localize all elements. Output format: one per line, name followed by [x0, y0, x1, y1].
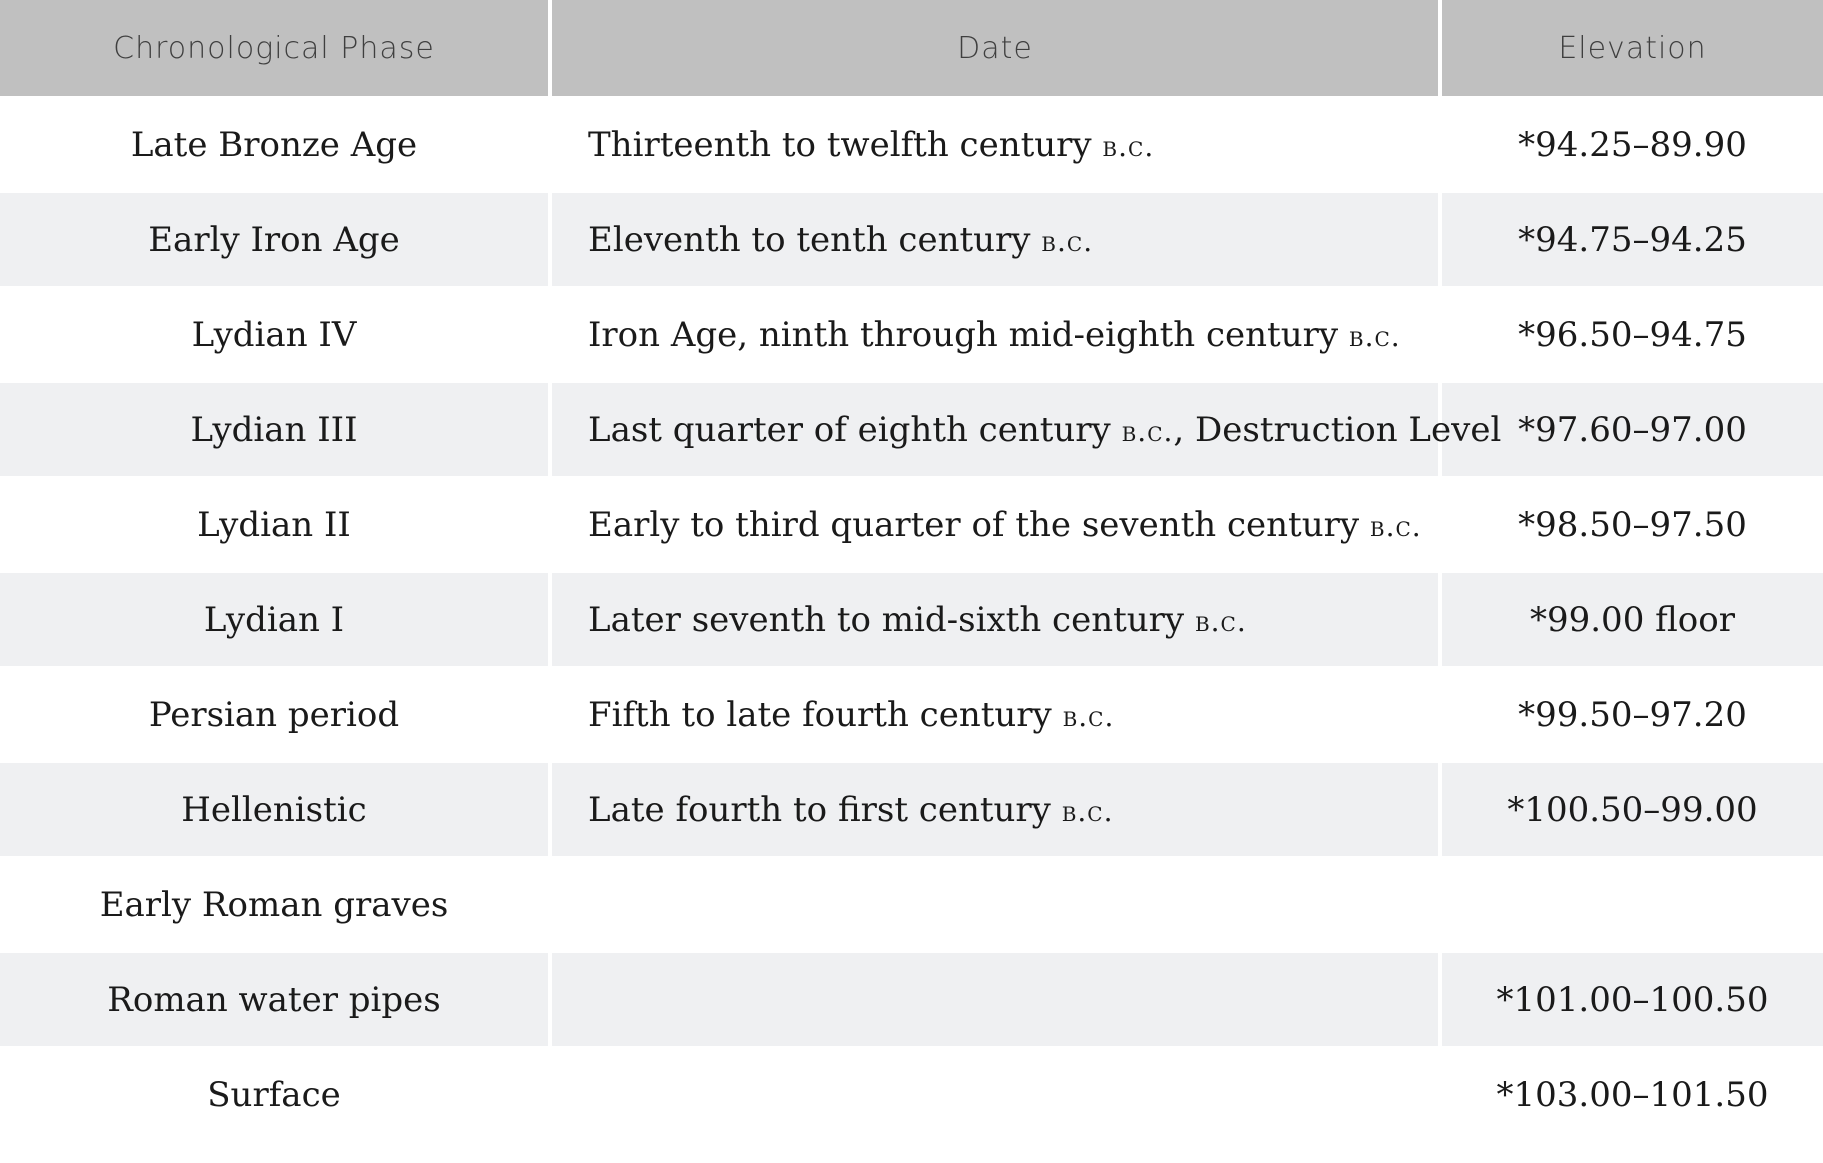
era-label: b.c. [1061, 794, 1114, 828]
phase-cell: Lydian I [0, 573, 552, 666]
date-cell [552, 666, 1442, 763]
header-chronological-phase: Chronological Phase [0, 0, 552, 96]
table-row [0, 573, 1823, 666]
table-header-row [0, 0, 1823, 96]
era-label: b.c. [1194, 604, 1247, 638]
era-label: b.c. [1121, 414, 1174, 448]
table-row [0, 1046, 1823, 1143]
date-cell [552, 953, 1442, 1046]
phase-cell: Late Bronze Age [0, 96, 552, 193]
elevation-cell: *99.00 floor [1442, 573, 1823, 666]
phase-cell: Roman water pipes [0, 953, 552, 1046]
date-cell [552, 856, 1442, 953]
date-text: Iron Age, ninth through mid-eighth century [588, 314, 1339, 355]
elevation-cell: *96.50–94.75 [1442, 286, 1823, 383]
date-suffix: , Destruction Level [1173, 409, 1502, 450]
elevation-cell: *101.00–100.50 [1442, 953, 1823, 1046]
date-cell [552, 573, 1442, 666]
date-text: Eleventh to tenth century [588, 219, 1031, 260]
table-row [0, 476, 1823, 573]
date-text: Last quarter of eighth century [588, 409, 1111, 450]
date-cell [552, 476, 1442, 573]
era-label: b.c. [1062, 699, 1115, 733]
table-row [0, 96, 1823, 193]
date-cell [552, 763, 1442, 856]
date-cell [552, 193, 1442, 286]
table-row [0, 383, 1823, 476]
date-text: Fifth to late fourth century [588, 694, 1052, 735]
date-cell [552, 1046, 1442, 1143]
date-text: Later seventh to mid-sixth century [588, 599, 1185, 640]
phase-cell: Lydian III [0, 383, 552, 476]
elevation-cell: *100.50–99.00 [1442, 763, 1823, 856]
table-row [0, 763, 1823, 856]
date-cell [552, 96, 1442, 193]
elevation-cell: *99.50–97.20 [1442, 666, 1823, 763]
date-text: Late fourth to first century [588, 789, 1051, 830]
table-row [0, 953, 1823, 1046]
era-label: b.c. [1041, 224, 1094, 258]
phase-cell: Early Iron Age [0, 193, 552, 286]
elevation-cell: *103.00–101.50 [1442, 1046, 1823, 1143]
date-text: Thirteenth to twelfth century [588, 124, 1092, 165]
elevation-cell: *97.60–97.00 [1442, 383, 1823, 476]
date-cell [552, 383, 1502, 476]
table-row [0, 856, 1823, 953]
phase-cell: Lydian II [0, 476, 552, 573]
header-elevation: Elevation [1442, 0, 1823, 96]
phase-cell: Hellenistic [0, 763, 552, 856]
phase-cell: Early Roman graves [0, 856, 552, 953]
phase-cell: Lydian IV [0, 286, 552, 383]
phase-cell: Persian period [0, 666, 552, 763]
elevation-cell: *94.25–89.90 [1442, 96, 1823, 193]
date-cell [552, 286, 1442, 383]
era-label: b.c. [1102, 129, 1155, 163]
table-row [0, 666, 1823, 763]
header-date: Date [552, 0, 1442, 96]
phase-cell: Surface [0, 1046, 552, 1143]
date-text: Early to third quarter of the seventh century [588, 504, 1360, 545]
table-row [0, 286, 1823, 383]
elevation-cell: *94.75–94.25 [1442, 193, 1823, 286]
era-label: b.c. [1348, 319, 1401, 353]
era-label: b.c. [1369, 509, 1422, 543]
elevation-cell [1442, 856, 1823, 953]
elevation-cell: *98.50–97.50 [1442, 476, 1823, 573]
table-row [0, 193, 1823, 286]
